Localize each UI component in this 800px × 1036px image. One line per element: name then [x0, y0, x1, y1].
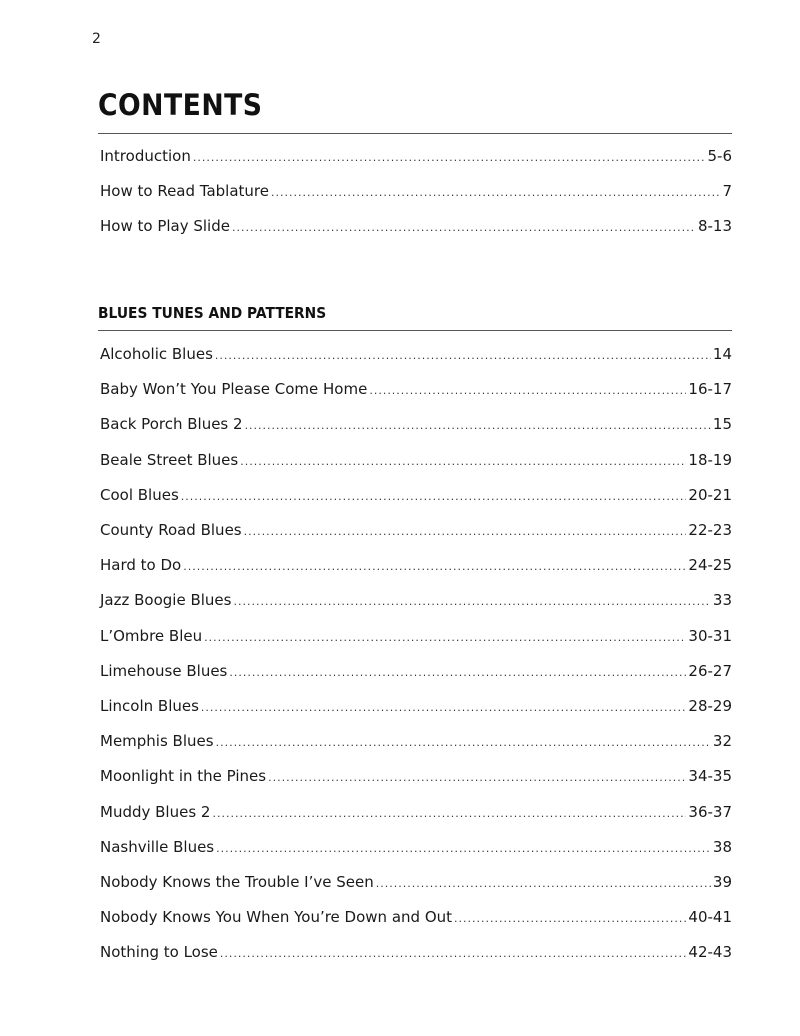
toc-entry-title: Beale Street Blues	[100, 450, 239, 469]
toc-entry-page: 20-21	[688, 485, 732, 504]
dot-leader	[369, 384, 686, 397]
toc-entry-page: 22-23	[688, 521, 732, 539]
dot-leader	[216, 736, 711, 749]
toc-entry-title: How to Play Slide	[100, 217, 230, 235]
toc-entry[interactable]	[100, 591, 732, 613]
toc-entry-title: Jazz Boogie Blues	[100, 591, 232, 610]
toc-entry-title: Memphis Blues	[100, 732, 214, 751]
dot-leader	[271, 186, 720, 199]
toc-entry-title: Baby Won’t You Please Come Home	[100, 380, 368, 399]
toc-entry-title: Nobody Knows You When You’re Down and Out	[100, 908, 453, 927]
dot-leader	[233, 595, 710, 608]
dot-leader	[181, 490, 687, 503]
contents-title: CONTENTS	[98, 88, 263, 122]
toc-entry-title: Nashville Blues	[100, 837, 215, 856]
toc-entry-page: 40-41	[688, 908, 732, 927]
toc-entry-title: Nothing to Lose	[100, 943, 218, 962]
toc-entry[interactable]	[100, 943, 732, 965]
toc-entry-title: Muddy Blues 2	[100, 802, 211, 821]
dot-leader	[245, 419, 711, 432]
toc-entry-title: Lincoln Blues	[100, 697, 199, 715]
dot-leader	[204, 631, 686, 644]
toc-entry-title: County Road Blues	[100, 521, 242, 539]
toc-entry[interactable]	[100, 380, 732, 402]
dot-leader	[212, 807, 686, 820]
toc-entry[interactable]	[100, 182, 732, 204]
dot-leader	[376, 877, 711, 890]
dot-leader	[240, 455, 686, 468]
toc-entry[interactable]	[100, 908, 732, 930]
toc-entry-page: 24-25	[688, 556, 732, 575]
toc-entry-title: Hard to Do	[100, 556, 182, 575]
toc-entry[interactable]	[100, 521, 732, 543]
toc-entry[interactable]	[100, 486, 732, 508]
toc-entry-title: L’Ombre Bleu	[100, 626, 203, 645]
toc-entry-page: 33	[712, 591, 732, 610]
toc-entry-title: Cool Blues	[100, 485, 179, 504]
toc-entry-page: 16-17	[688, 380, 732, 399]
toc-entry-page: 42-43	[688, 943, 732, 962]
dot-leader	[193, 151, 706, 164]
toc-entry-page: 36-37	[688, 802, 732, 821]
toc-entry-page: 14	[712, 345, 732, 363]
toc-entry[interactable]	[100, 662, 732, 684]
toc-entry-title: Back Porch Blues 2	[100, 415, 243, 434]
toc-entry[interactable]	[100, 627, 732, 649]
dot-leader	[183, 560, 686, 573]
dot-leader	[220, 947, 687, 960]
toc-entry-page: 15	[712, 415, 732, 434]
toc-entry[interactable]	[100, 873, 732, 895]
toc-entry[interactable]	[100, 838, 732, 860]
section-heading: BLUES TUNES AND PATTERNS	[98, 304, 327, 322]
contents-title-rule	[98, 133, 732, 134]
toc-entry-page: 38	[712, 837, 732, 856]
toc-entry[interactable]	[100, 767, 732, 789]
dot-leader	[201, 701, 687, 714]
toc-entry-title: Alcoholic Blues	[100, 345, 213, 363]
toc-entry-page: 18-19	[688, 450, 732, 469]
toc-entry-page: 5-6	[707, 147, 732, 165]
toc-entry-title: How to Read Tablature	[100, 182, 269, 200]
dot-leader	[454, 912, 686, 925]
toc-entry[interactable]	[100, 556, 732, 578]
toc-entry-page: 39	[712, 873, 732, 891]
toc-entry-page: 34-35	[688, 767, 732, 786]
toc-entry[interactable]	[100, 803, 732, 825]
dot-leader	[244, 525, 687, 538]
dot-leader	[268, 771, 686, 784]
toc-entry-page: 32	[712, 732, 732, 751]
toc-entry-page: 28-29	[688, 697, 732, 715]
toc-entry[interactable]	[100, 147, 732, 169]
dot-leader	[229, 666, 686, 679]
toc-entry-title: Limehouse Blues	[100, 661, 228, 680]
dot-leader	[215, 349, 711, 362]
dot-leader	[232, 221, 696, 234]
toc-entry[interactable]	[100, 415, 732, 437]
toc-entry[interactable]	[100, 217, 732, 239]
toc-entry[interactable]	[100, 345, 732, 367]
toc-entry-page: 7	[722, 182, 732, 200]
toc-entry-title: Nobody Knows the Trouble I’ve Seen	[100, 873, 374, 891]
toc-entry[interactable]	[100, 732, 732, 754]
section-heading-rule	[98, 330, 732, 331]
toc-entry-title: Moonlight in the Pines	[100, 767, 267, 786]
page-number: 2	[92, 31, 101, 47]
dot-leader	[216, 842, 711, 855]
toc-entry-title: Introduction	[100, 147, 191, 165]
toc-entry[interactable]	[100, 697, 732, 719]
toc-entry-page: 30-31	[688, 626, 732, 645]
toc-entry-page: 26-27	[688, 661, 732, 680]
toc-entry[interactable]	[100, 451, 732, 473]
toc-entry-page: 8-13	[697, 217, 732, 235]
